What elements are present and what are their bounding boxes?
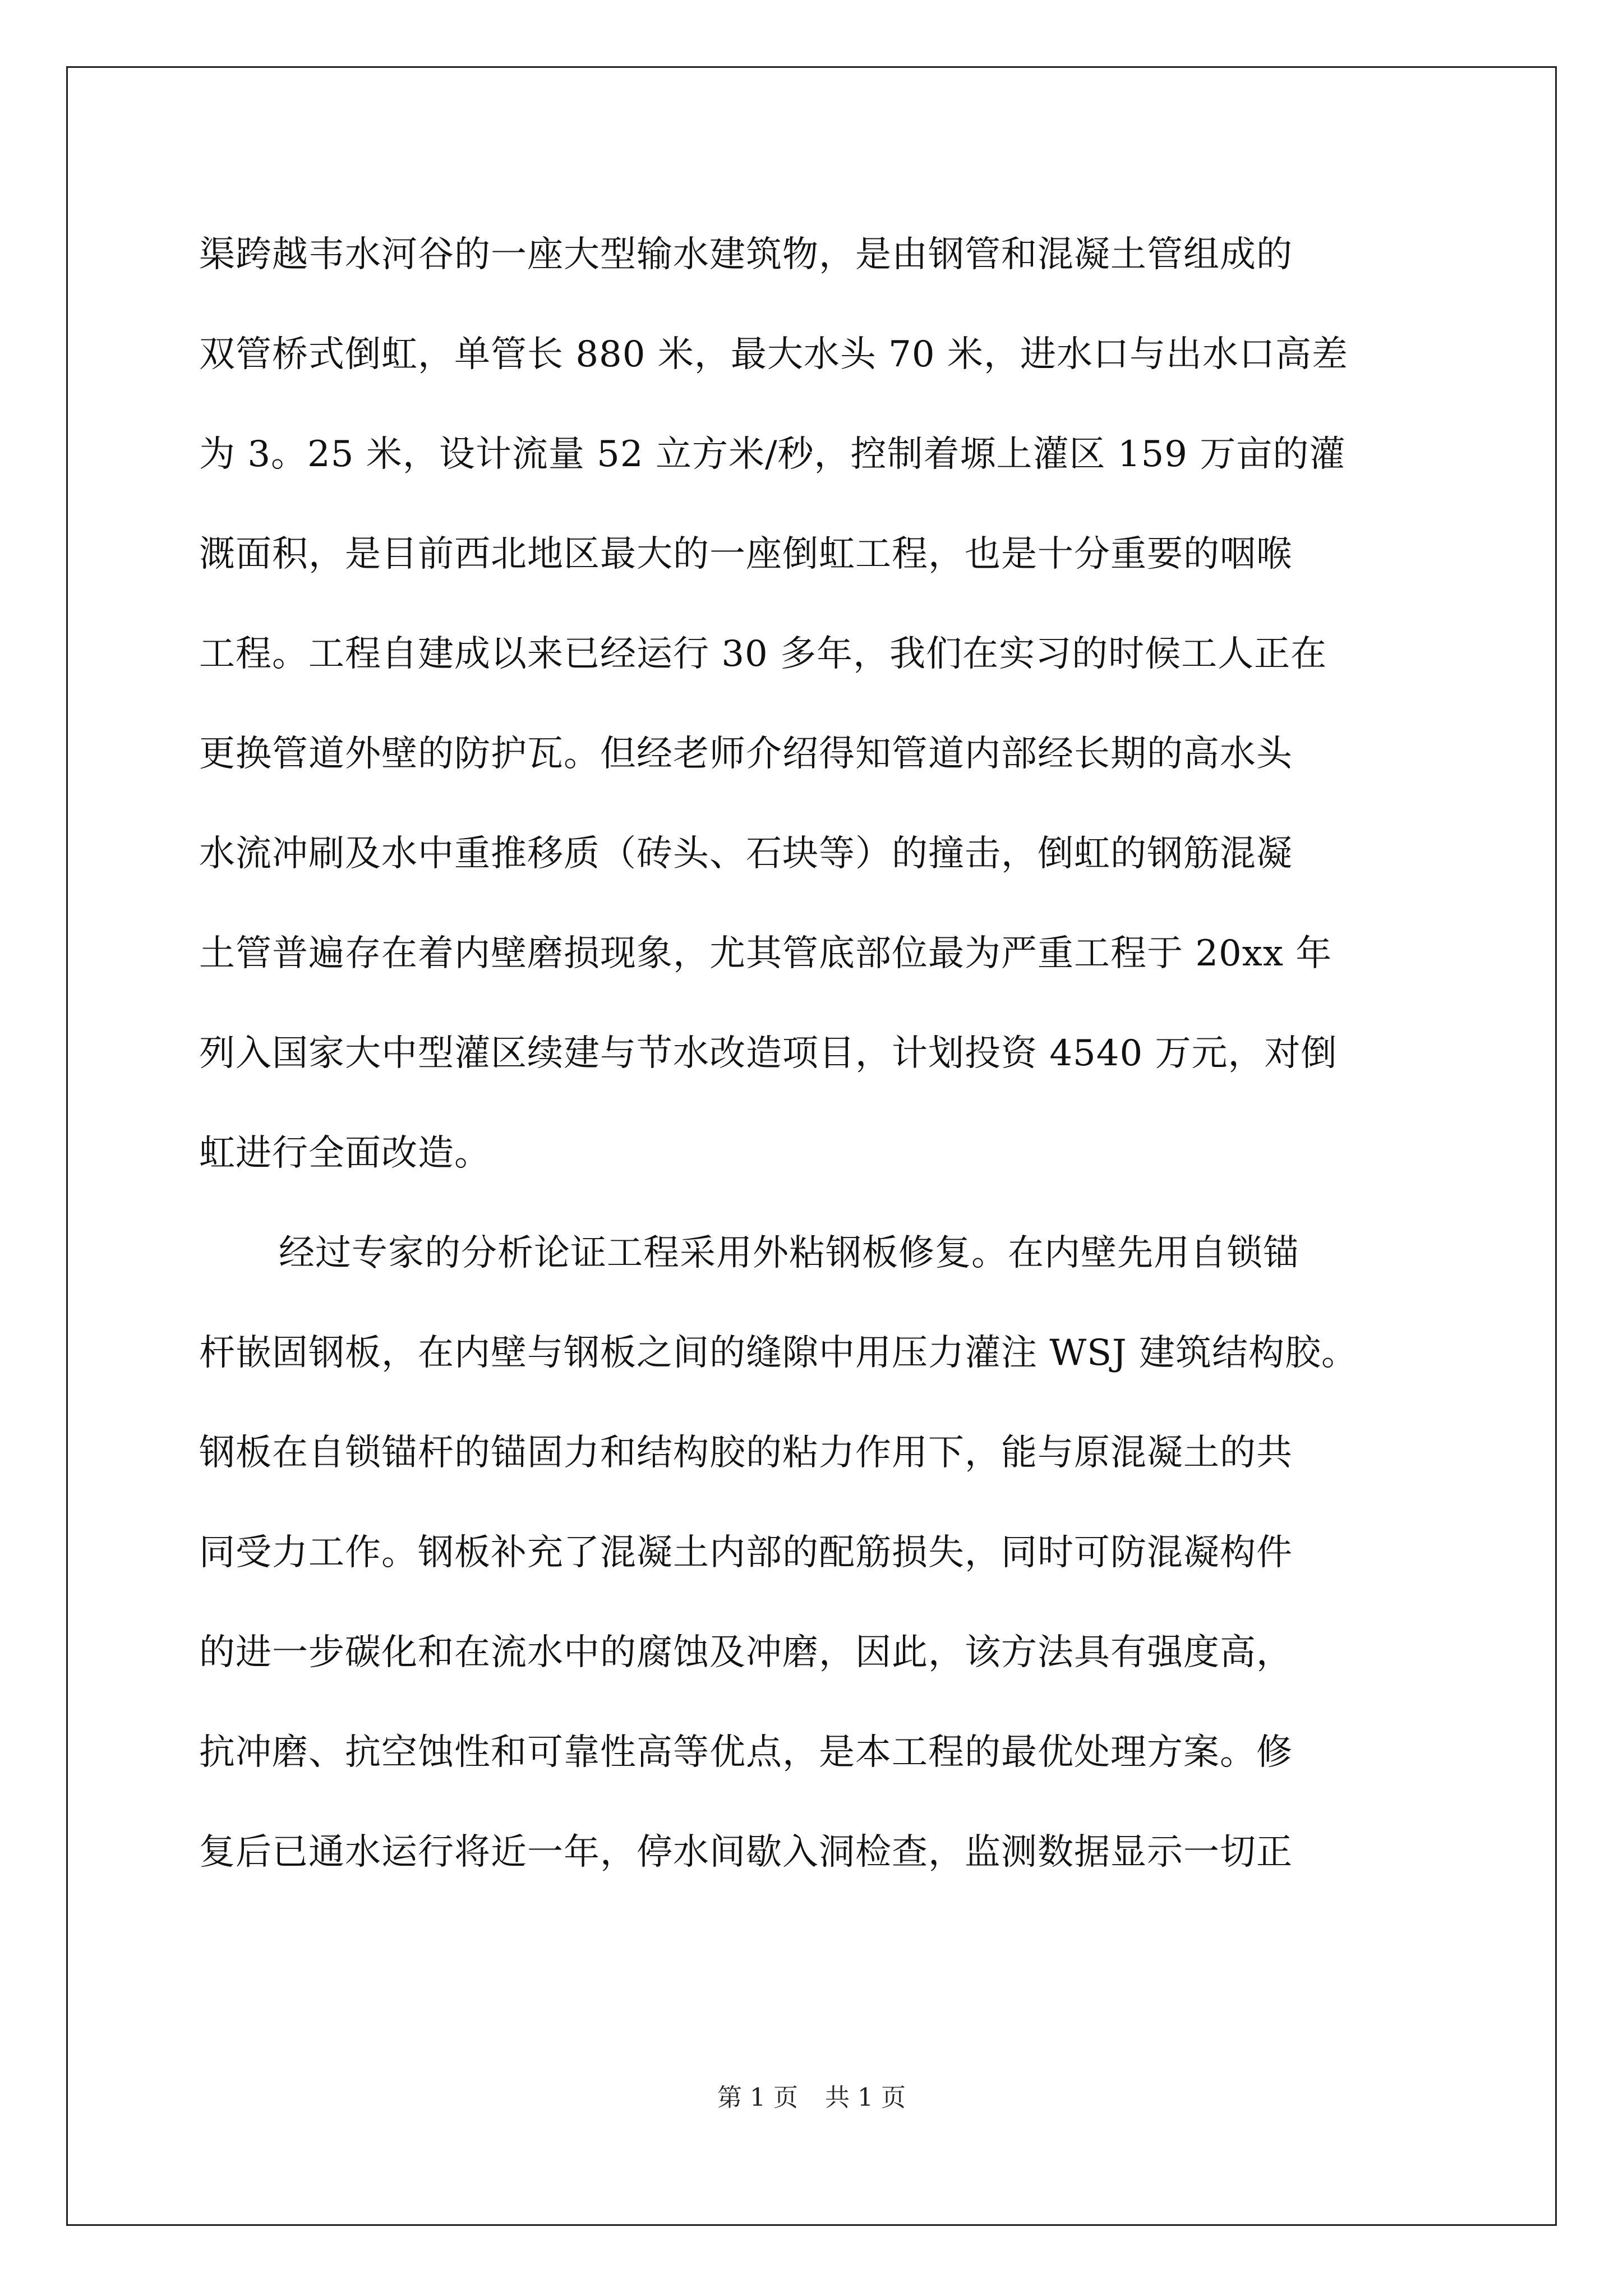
text-line: 列入国家大中型灌区续建与节水改造项目，计划投资 4540 万元，对倒 (199, 1033, 1338, 1074)
text-line: 土管普遍存在着内壁磨损现象，尤其管底部位最为严重工程于 20xx 年 (199, 933, 1332, 974)
text-line: 更换管道外壁的防护瓦。但经老师介绍得知管道内部经长期的高水头 (199, 733, 1293, 775)
paragraph-first-line: 经过专家的分析论证工程采用外粘钢板修复。在内壁先用自锁锚 (279, 1232, 1299, 1274)
page-number: 第 1 页 (717, 2083, 798, 2112)
text-line: 双管桥式倒虹，单管长 880 米，最大水头 70 米，进水口与出水口高差 (199, 334, 1348, 375)
text-line: 水流冲刷及水中重推移质（砖头、石块等）的撞击，倒虹的钢筋混凝 (199, 833, 1293, 875)
document-body (199, 205, 1441, 1902)
text-line: 同受力工作。钢板补充了混凝土内部的配筋损失，同时可防混凝构件 (199, 1532, 1293, 1573)
page-footer (0, 2081, 1623, 2115)
text-line: 工程。工程自建成以来已经运行 30 多年，我们在实习的时候工人正在 (199, 633, 1327, 675)
text-line: 抗冲磨、抗空蚀性和可靠性高等优点，是本工程的最优处理方案。修 (199, 1732, 1293, 1773)
text-line: 杆嵌固钢板，在内壁与钢板之间的缝隙中用压力灌注 WSJ 建筑结构胶。 (199, 1332, 1358, 1374)
text-line: 复后已通水运行将近一年，停水间歇入洞检查，监测数据显示一切正 (199, 1832, 1293, 1873)
text-line: 钢板在自锁锚杆的锚固力和结构胶的粘力作用下，能与原混凝土的共 (199, 1432, 1293, 1474)
text-line: 的进一步碳化和在流水中的腐蚀及冲磨，因此，该方法具有强度高， (199, 1632, 1293, 1673)
text-line: 渠跨越韦水河谷的一座大型输水建筑物，是由钢管和混凝土管组成的 (199, 234, 1293, 275)
text-line: 虹进行全面改造。 (199, 1133, 491, 1174)
text-line: 溉面积，是目前西北地区最大的一座倒虹工程，也是十分重要的咽喉 (199, 533, 1293, 575)
page-total: 共 1 页 (825, 2083, 906, 2112)
text-line: 为 3。25 米，设计流量 52 立方米/秒，控制着塬上灌区 159 万亩的灌 (199, 434, 1346, 475)
